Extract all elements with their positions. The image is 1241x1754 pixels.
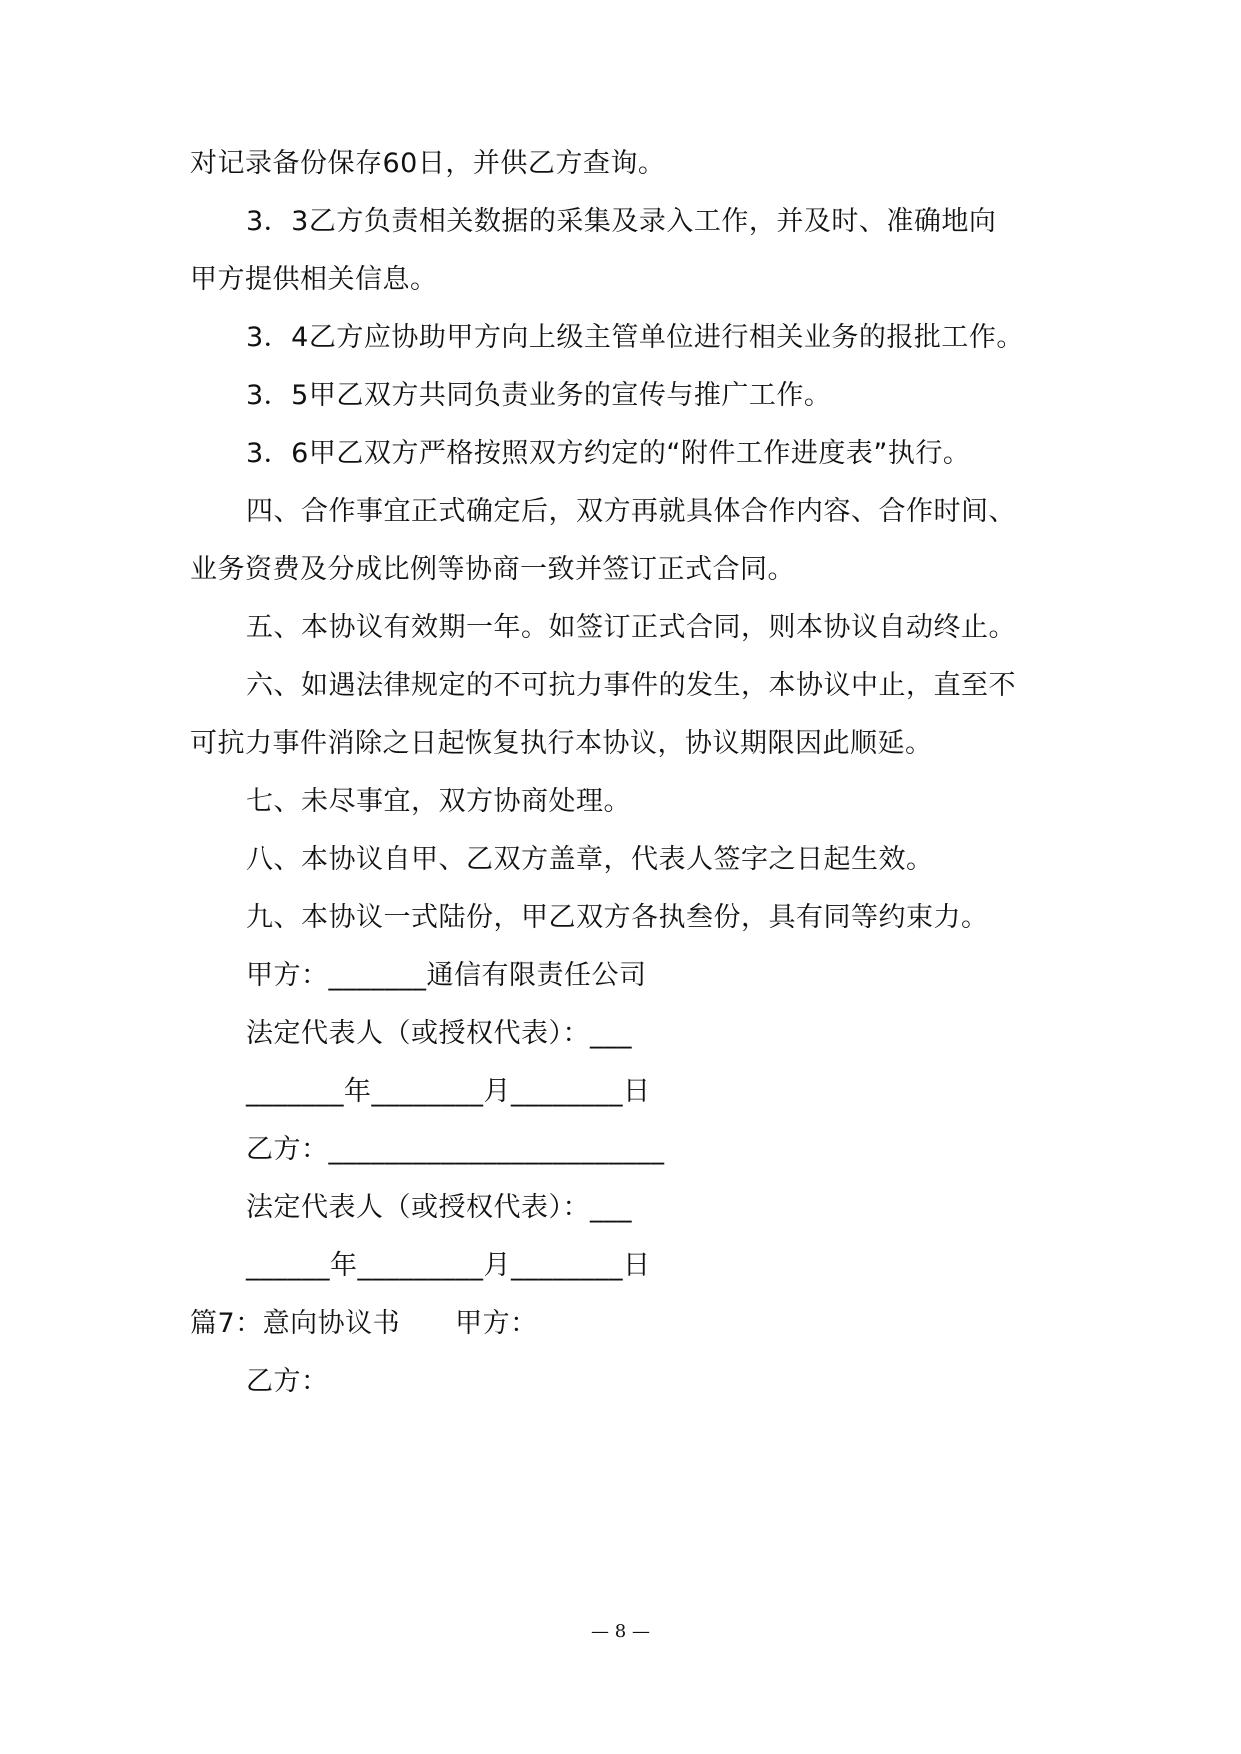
clause-5: 五、本协议有效期一年。如签订正式合同，则本协议自动终止。 xyxy=(246,612,1016,643)
clause-8: 八、本协议自甲、乙双方盖章，代表人签字之日起生效。 xyxy=(246,844,934,875)
page-number: — 8 — xyxy=(591,1621,650,1642)
clause-4-line-1: 四、合作事宜正式确定后，双方再就具体合作内容、合作时间、 xyxy=(246,496,1016,527)
section-7-heading: 篇7：意向协议书 甲方： xyxy=(190,1308,538,1339)
clause-3-3-line-2: 甲方提供相关信息。 xyxy=(190,264,438,295)
party-a-line: 甲方：_______通信有限责任公司 xyxy=(246,960,647,991)
clause-3-5: 3．5甲乙双方共同负责业务的宣传与推广工作。 xyxy=(246,380,832,411)
clause-6-line-2: 可抗力事件消除之日起恢复执行本协议，协议期限因此顺延。 xyxy=(190,728,933,759)
party-b-date-line: ______年_________月________日 xyxy=(246,1250,651,1281)
clause-7: 七、未尽事宜，双方协商处理。 xyxy=(246,786,631,817)
clause-3-4: 3．4乙方应协助甲方向上级主管单位进行相关业务的报批工作。 xyxy=(246,322,1024,353)
clause-9: 九、本协议一式陆份，甲乙双方各执叁份，具有同等约束力。 xyxy=(246,902,989,933)
paragraph-line: 对记录备份保存60日，并供乙方查询。 xyxy=(190,148,666,179)
clause-6-line-1: 六、如遇法律规定的不可抗力事件的发生，本协议中止，直至不 xyxy=(246,670,1016,701)
party-b-representative-line: 法定代表人（或授权代表）：___ xyxy=(246,1192,632,1223)
clause-3-3-line-1: 3．3乙方负责相关数据的采集及录入工作，并及时、准确地向 xyxy=(246,206,997,237)
section-7-party-b: 乙方： xyxy=(246,1366,329,1397)
party-b-line: 乙方：________________________ xyxy=(246,1134,665,1165)
party-a-representative-line: 法定代表人（或授权代表）：___ xyxy=(246,1018,632,1049)
party-a-date-line: _______年________月________日 xyxy=(246,1076,651,1107)
clause-4-line-2: 业务资费及分成比例等协商一致并签订正式合同。 xyxy=(190,554,795,585)
clause-3-6: 3．6甲乙双方严格按照双方约定的“附件工作进度表”执行。 xyxy=(246,438,971,469)
